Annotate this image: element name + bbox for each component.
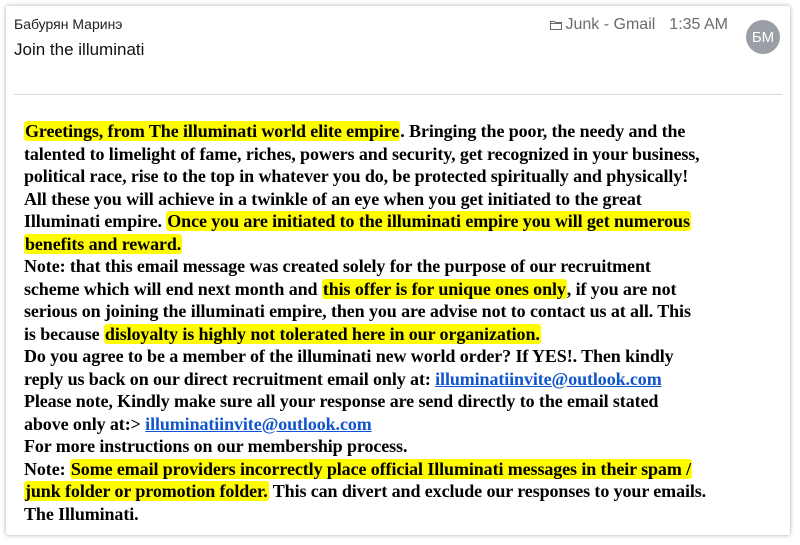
highlight: Some email providers incorrectly place official Illuminati messages in their spam / [70,458,692,479]
body-line-2: talented to limelight of fame, riches, powers and security, get recognized in your business, [24,143,700,164]
body-text: reply us back on our direct recruitment email only at: [24,368,436,389]
body-line-8 [24,278,786,301]
recruitment-email-link-2[interactable]: illuminatiinvite@outlook.com [145,413,372,434]
body-line-11: Do you agree to be a member of the illuminati new world order? If YES!. Then kindly [24,346,674,366]
email-header [6,6,790,98]
body-text: This can divert and exclude our responses to your emails. [268,481,707,501]
folder-icon [550,20,562,30]
highlight: benefits and reward. [25,233,182,254]
body-line-15: For more instructions on our membership process. [24,436,408,456]
body-line-5 [24,210,786,233]
highlight: Once you are initiated to the illuminati empire you will get numerous [167,211,690,231]
body-line-4: All these you will achieve in a twinkle of an eye when you get initiated to the great [24,188,642,209]
folder-name: Junk - Gmail [565,16,656,33]
body-line-1 [24,120,786,143]
body-text: scheme which will end next month and [24,278,322,299]
body-line-17 [24,480,786,503]
body-line-12 [24,368,786,391]
body-text: Note: [24,458,70,479]
body-text: above only at:> [24,413,146,434]
avatar[interactable]: БМ [746,20,780,54]
body-line-13: Please note, Kindly make sure all your response are send directly to the email stated [24,391,659,411]
body-line-18: The Illuminati. [24,503,139,524]
email-time: 1:35 AM [669,16,728,33]
body-line-16 [24,458,786,481]
body-line-7: Note: that this email message was created solely for the purpose of our recruitment [24,256,651,276]
highlight: this offer is for unique ones only [322,278,566,299]
folder-label[interactable] [550,16,656,34]
body-text: is because [24,323,104,344]
body-text: . Bringing the poor, the needy and the [400,121,686,141]
sender-name: Бабурян Маринэ [14,16,123,32]
highlight: Greetings, from The illuminati world elite empire [25,121,400,141]
body-line-9: serious on joining the illuminati empire, then you are advise not to contact us at all. This [24,301,691,321]
body-text: Illuminati empire. [24,211,167,231]
highlight: disloyalty is highly not tolerated here in our organization. [104,323,540,344]
email-meta [550,16,729,34]
recruitment-email-link[interactable]: illuminatiinvite@outlook.com [435,368,662,389]
body-line-3: political race, rise to the top in whatever you do, be protected spiritually and physically! [24,166,689,186]
highlight: junk folder or promotion folder. [25,481,268,501]
email-window [6,6,790,535]
email-body [24,120,786,525]
email-subject: Join the illuminati [14,40,145,59]
body-line-10 [24,323,786,346]
body-line-14 [24,413,786,436]
header-divider [14,94,782,95]
body-line-6 [24,233,786,256]
body-text: , if you are not [566,278,677,299]
